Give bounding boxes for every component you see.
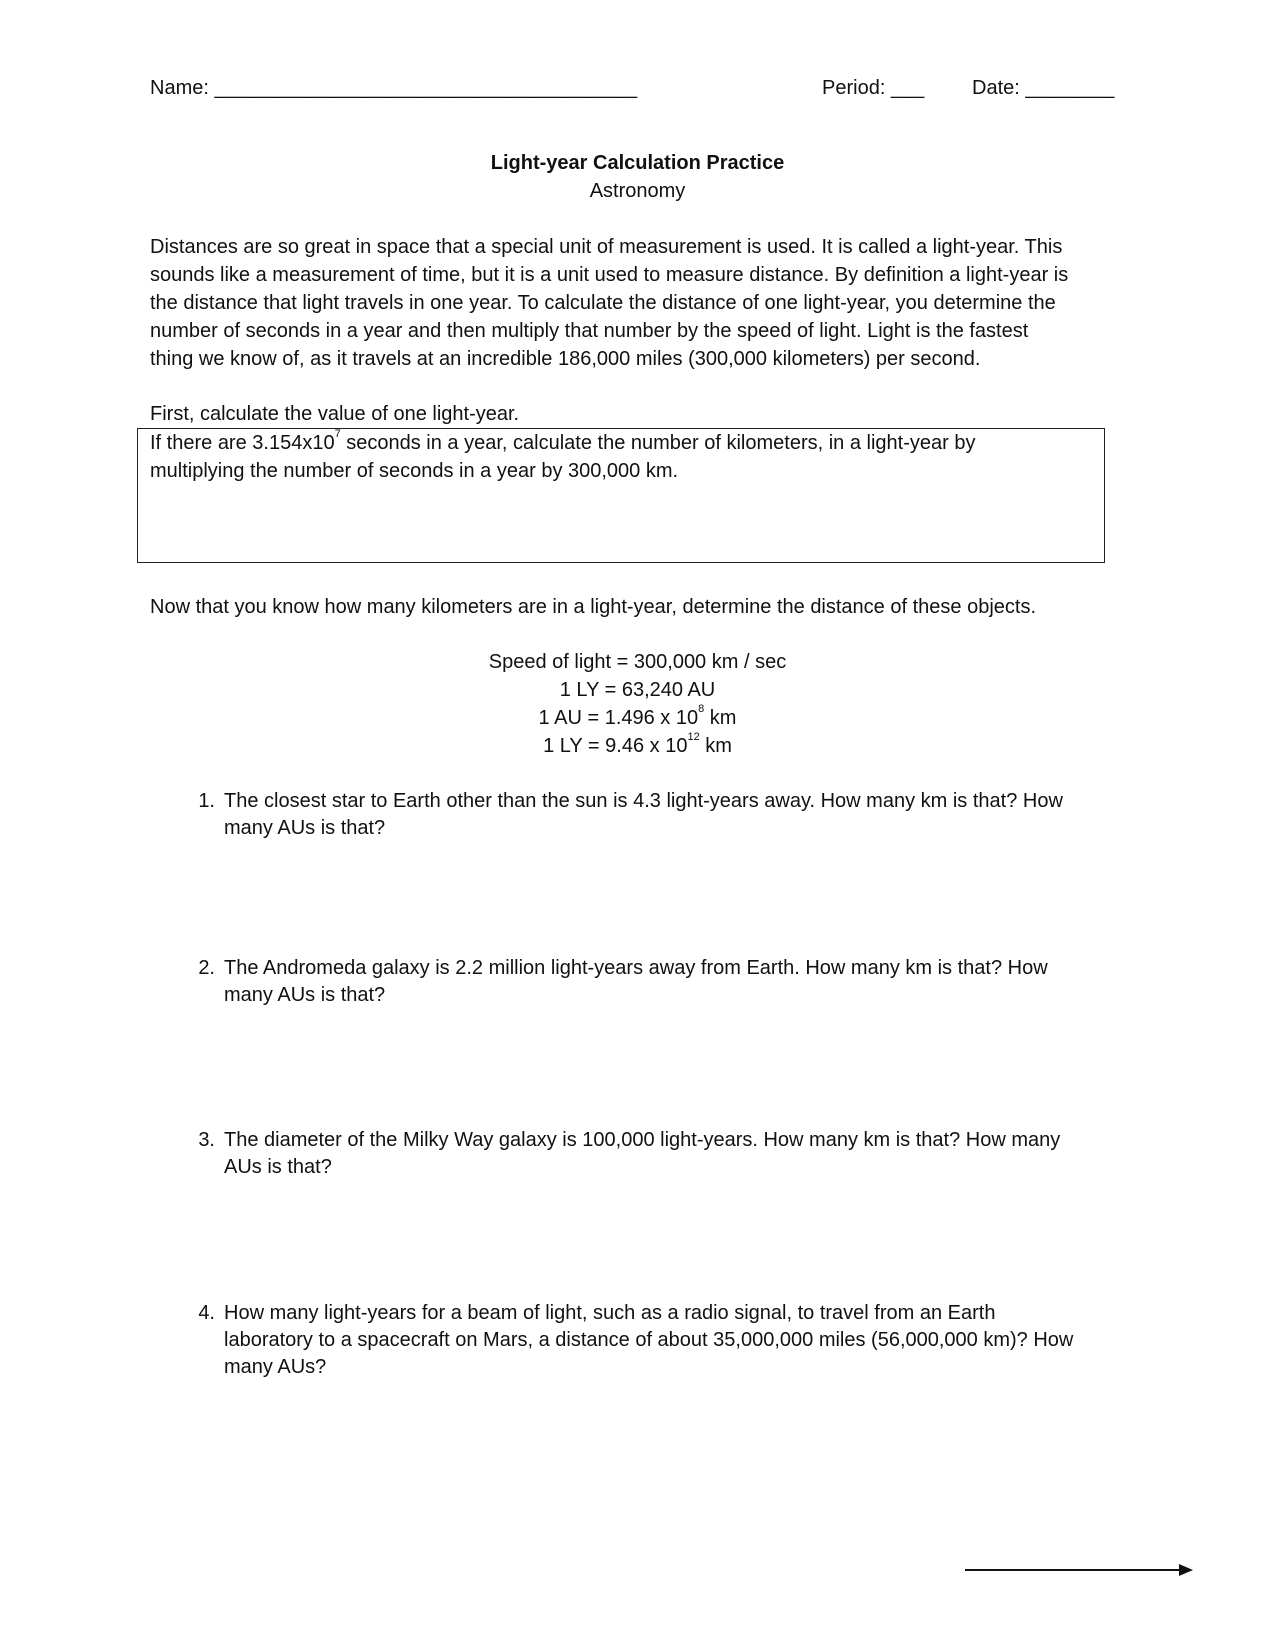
au-km-formula: [0, 704, 1275, 732]
worksheet-subtitle: Astronomy: [589, 180, 686, 202]
intro-line: thing we know of, as it travels at an incredible 186,000 miles (300,000 kilometers) per second.: [150, 348, 981, 370]
question-line: laboratory to a spacecraft on Mars, a distance of about 35,000,000 miles (56,000,000 km)? How: [224, 1329, 1074, 1351]
question-line: The diameter of the Milky Way galaxy is 100,000 light-years. How many km is that? How many: [224, 1129, 1061, 1151]
question-line: AUs is that?: [224, 1156, 332, 1178]
intro-line: Distances are so great in space that a special unit of measurement is used. It is called a light-year. This: [150, 236, 1063, 258]
question-number: 2.: [198, 957, 215, 979]
question-line: many AUs is that?: [224, 817, 386, 839]
answer-box-line: multiplying the number of seconds in a year by 300,000 km.: [150, 460, 679, 482]
now-instruction: Now that you know how many kilometers are in a light-year, determine the distance of these objects.: [150, 596, 1037, 618]
exponent: 7: [334, 428, 341, 441]
conversion-formulas: [0, 648, 1275, 760]
box-text-after: seconds in a year, calculate the number of kilometers, in a light-year by: [340, 432, 976, 454]
exponent: 8: [698, 703, 705, 716]
intro-line: sounds like a measurement of time, but it is a unit used to measure distance. By definition a light-year is: [150, 264, 1069, 286]
first-instruction: First, calculate the value of one light-year.: [150, 403, 520, 425]
question-number: 4.: [198, 1302, 215, 1324]
question-3: [224, 1127, 1060, 1181]
box-text-before: If there are 3.154x10: [150, 432, 335, 454]
intro-line: the distance that light travels in one year. To calculate the distance of one light-year, you determine the: [150, 292, 1056, 314]
question-number: 1.: [198, 790, 215, 812]
question-number: 3.: [198, 1129, 215, 1151]
question-line: The closest star to Earth other than the sun is 4.3 light-years away. How many km is that? How: [224, 790, 1063, 812]
ly-km-before: 1 LY = 9.46 x 10: [543, 735, 688, 757]
question-line: many AUs?: [224, 1356, 327, 1378]
answer-box-line: [150, 429, 975, 457]
answer-box-prompt: [150, 429, 975, 485]
intro-line: number of seconds in a year and then multiply that number by the speed of light. Light is the fastest: [150, 320, 1029, 342]
au-km-before: 1 AU = 1.496 x 10: [538, 707, 699, 729]
au-km-after: km: [704, 707, 737, 729]
question-1: [224, 788, 1063, 842]
date-field-label: Date: ________: [972, 77, 1115, 99]
period-field-label: Period: ___: [822, 77, 925, 99]
next-page-arrow-icon: [965, 1560, 1195, 1580]
worksheet-title: Light-year Calculation Practice: [490, 152, 785, 174]
question-2: [224, 955, 1048, 1009]
question-line: The Andromeda galaxy is 2.2 million light-years away from Earth. How many km is that? How: [224, 957, 1048, 979]
speed-of-light-formula: Speed of light = 300,000 km / sec: [488, 651, 787, 673]
ly-km-formula: [0, 732, 1275, 760]
question-line: many AUs is that?: [224, 984, 386, 1006]
exponent: 12: [687, 731, 700, 744]
name-field-label: Name: ______________________________________: [150, 77, 638, 99]
question-4: [224, 1300, 1073, 1381]
ly-au-formula: 1 LY = 63,240 AU: [559, 679, 716, 701]
question-line: How many light-years for a beam of light, such as a radio signal, to travel from an Earth: [224, 1302, 996, 1324]
intro-paragraph: [150, 233, 1160, 373]
ly-km-after: km: [699, 735, 732, 757]
